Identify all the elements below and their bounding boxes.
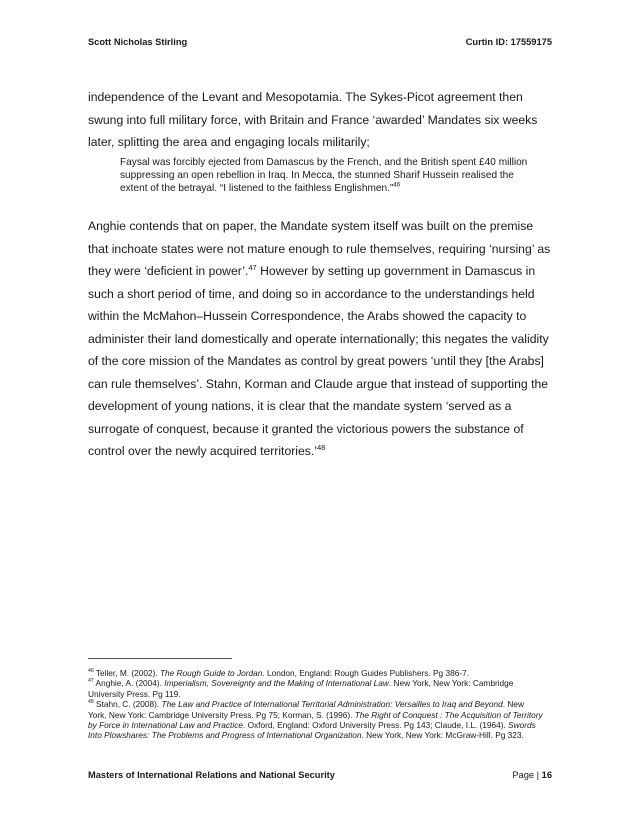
footer-page-label: Page |: [512, 770, 542, 780]
footnote-46-number: 46: [88, 668, 94, 675]
footer-page: [512, 770, 552, 780]
footnote-46-title: The Rough Guide to Jordan: [159, 668, 263, 678]
paragraph-2: [88, 215, 552, 463]
footnote-46: [88, 668, 544, 678]
page-footer: [88, 770, 552, 780]
paragraph-1: [88, 86, 552, 154]
footnote-47-title: Imperialism, Sovereignty and the Making of International Law: [164, 678, 389, 689]
page-header: [88, 37, 552, 47]
footnote-48: [88, 699, 544, 741]
footnote-divider: [88, 658, 232, 659]
footnote-48-title-1: The Law and Practice of International Territorial Administration: Versailles to Iraq and Beyond: [161, 699, 503, 710]
header-author: Scott Nicholas Stirling: [88, 37, 188, 47]
footnote-48-title-3: Swords Into Plowshares: The Problems and Progress of International Organization: [88, 720, 536, 741]
footnote-48-text-c: . Oxford, England: Oxford University Press. Pg 143; Claude, I.L. (1964).: [242, 720, 509, 731]
paragraph-2-part1: Anghie contends that on paper, the Mandate system itself was built on the premise that inchoate states were not mature enough to rule themselves, requiring ‘nursing’ as they were ‘deficient in power’.: [88, 219, 551, 278]
footer-program: Masters of International Relations and National Security: [88, 770, 335, 780]
footnote-46-text-a: Teller, M. (2002).: [93, 668, 160, 678]
footnote-ref-48[interactable]: 48: [316, 442, 326, 452]
footnote-46-text-b: . London, England: Rough Guides Publishers. Pg 386-7.: [262, 668, 469, 678]
footnote-47-text-b: . New York, New York: Cambridge University Press. Pg 119.: [88, 678, 514, 699]
footer-page-number: 16: [541, 770, 552, 780]
footnote-48-text-a: Stahn, C. (2008).: [93, 699, 162, 710]
header-curtin-id: Curtin ID: 17559175: [465, 37, 552, 47]
footnote-ref-47[interactable]: 47: [248, 262, 257, 272]
footnote-48-title-2: The Right of Conquest : The Acquisition of Territory by Force in International Law and Practice: [88, 709, 543, 731]
footnote-48-text-d: . New York, New York: McGraw-Hill. Pg 323.: [361, 730, 524, 741]
quote-text: Faysal was forcibly ejected from Damascus by the French, and the British spent £40 million suppressing an open rebellion in Iraq. In Mecca, the stunned Sharif Hussein realised the extent of the betrayal. “I listened to the faithless Englishmen.”: [120, 157, 528, 195]
footnote-47: [88, 678, 544, 699]
quote-footnote-ref[interactable]: 46: [393, 182, 401, 190]
paragraph-1-text: independence of the Levant and Mesopotamia. The Sykes-Picot agreement then swung into full military force, with Britain and France ‘awarded’ Mandates six weeks later, splitting the area and engaging locals militarily;: [88, 90, 538, 149]
footnote-48-number: 48: [88, 699, 94, 706]
footnotes: [88, 668, 544, 741]
footnote-47-text-a: Anghie, A. (2004).: [93, 678, 165, 689]
footnote-48-text-b: . New York, New York: Cambridge University Press. Pg 75; Korman, S. (1996).: [88, 699, 524, 720]
block-quote: [120, 156, 530, 196]
footnote-47-number: 47: [88, 678, 94, 685]
paragraph-2-part2: However by setting up government in Damascus in such a short period of time, and doing so in accordance to the understandings held within the McMahon–Hussein Correspondence, the Arabs showed the capacity to administer their land domestically and operate internationally; this negates the validity of the core mission of the Mandates as control by great powers ‘until they [the Arabs] can rule themselves’. Stahn, Korman and Claude argue that instead of supporting the development of young nations, it is clear that the mandate system ‘served as a surrogate of conquest, because it granted the victorious powers the substance of control over the newly acquired territories.’: [88, 264, 549, 458]
